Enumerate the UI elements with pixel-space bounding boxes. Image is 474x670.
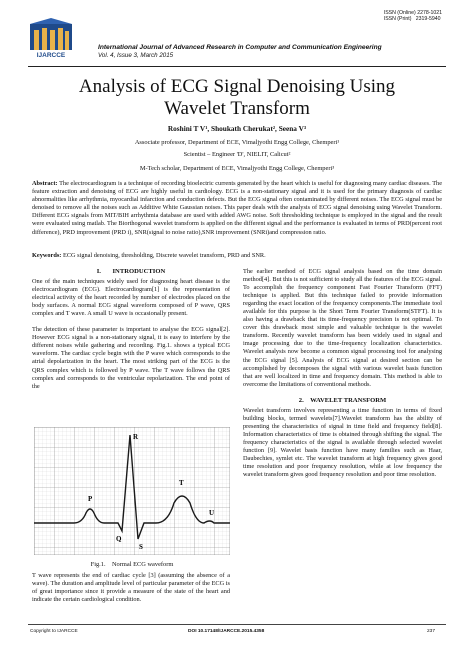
header-divider — [28, 66, 446, 67]
journal-volume: Vol. 4, Issue 3, March 2015 — [98, 52, 174, 59]
footer-doi: DOI 10.17148/IJARCCE.2015.4358 — [188, 629, 265, 634]
issn-block — [384, 10, 442, 23]
title-line-1: Analysis of ECG Signal Denoising Using — [78, 76, 396, 97]
intro-paragraph-2: The detection of these parameter is important to analyse the ECG signal[2]. However ECG signal is a non-stationary signal, it is easy to interfere by the different noises while gathering and recording. Fig.1. shows a typical ECG waveform. The cardiac cycle begin with the P wave which corresponds to the atrial depolarization in the heart. The most striking part of the ECG is the QRS complex which is followed by P wave. The T wave follows the QRS complex and corresponds to the ventricular repolarization. The end point of the — [32, 326, 230, 390]
paper-title — [40, 76, 434, 120]
keywords-label: Keywords: — [32, 252, 62, 259]
issn-print: ISSN (Print) 2319-5940 — [383, 16, 441, 23]
page-number: 237 — [427, 629, 436, 634]
abstract-text: The electrocardiogram is a technique of recording bioelectric currents generated by the heart which is useful for diagnosing many cardiac diseases. The feature extraction and denoising of ECG are highly useful in cardiology. ECG is a non-stationary signal and it is used for the primary diagnosis of cardiac abnormalities like arrhythmia, myocardial infarction and conduction defects. But the ECG signal often contaminated by different noises. The ECG signal must be denoised to remove all the noises such as Additive White Gaussian noises. This paper deals with the analysis of ECG signal denoising using Wavelet Transform. Different ECG signals from MIT/BIH arrhythmia database are used with added AWG noise. Soft thresholding technique is employed in the signal and the result were evaluated using matlab. The Biorthogonal wavelet transform is applied on the different signal and the performance is evaluated in terms of PRD(percent root difference), PRD improvement (PRD i), SNR(signal to noise ratio),SNR improvement (SNRi)and compression ratio. — [32, 180, 442, 236]
label-q: Q — [116, 535, 122, 543]
label-t: T — [179, 479, 184, 487]
logo-text: IJARCCE — [36, 52, 66, 59]
section-2-heading: 2. WAVELET TRANSFORM — [298, 396, 387, 404]
left-column-continued — [32, 572, 230, 604]
title-line-2: Wavelet Transform — [164, 98, 310, 119]
issn-online: ISSN (Online) 2278-1021 — [383, 10, 442, 16]
affiliation-1: Associate professor, Department of ECE, Vimaljyothi Engg College, Chemperi¹ — [134, 139, 340, 146]
ecg-figure — [34, 427, 230, 555]
label-s: S — [139, 543, 143, 551]
intro-paragraph-1: One of the main techniques widely used for diagnosing heart disease is the electrocardiogram (ECG). Electrocardiogram[1] is the representation of electrical activity of the heart recorded by number of electrodes placed on the body surfaces. A normal ECG signal waveform composed of P wave, QRS complex and T wave. A small U wave is occasionally present. — [32, 278, 230, 318]
authors: Roshini T V¹, Shoukath Cherukat², Seena V³ — [167, 124, 307, 133]
section-1-heading: I. INTRODUCTION — [96, 268, 166, 275]
label-p: P — [88, 495, 93, 503]
right-column — [243, 268, 442, 479]
label-u: U — [209, 509, 215, 517]
affiliation-3: M-Tech scholar, Department of ECE, Vimaljyothi Engg College, Chemperi³ — [139, 165, 335, 172]
right-paragraph-1: The earlier method of ECG signal analysis based on the time domain method[4]. But this is not sufficient to study all the features of the ECG signal. To accomplish the frequency component Fast Fourier Transform (FFT) technique is applied. But this technique failed to provide information regarding the exact location of the frequency components.The immediate tool available for this purpose is the Short Term Fourier Transform(STFT). It is also having a drawback that its time-frequency precision is not optimal. To cover this drawback most simple and valuable technique is the wavelet transform. Recently wavelet transform has been widely used in signal and image processing due to the time-frequency localization characteristics. Wavelet analysis now become a common signal processing tool for analysing the ECG signal [5]. Analysis of ECG signal at desired section can be accomplished by decomposes the signal with various wavelet basis function that are well localized in time and frequency domain. This method is able to overcome the limitations of conventional methods. — [243, 268, 442, 388]
keywords-text: ECG signal denoising, thresholding, Discrete wavelet transform, PRD and SNR. — [62, 252, 266, 259]
wavelet-paragraph: Wavelet transform involves representing a time function in terms of fixed building blocks, termed wavelets[7].Wavelet transform has the ability of presenting the characteristics of signal in time field and frequency field[8]. Information characteristics of time is obtained through shifting the signal. The frequency characteristics of the signal is available through selected wavelet function [9]. Wavelet basis function have many families such as Haar, Daubechies, symlet etc. The wavelet transform at high frequency gives good time resolution and poor frequency resolution, while at low frequency the wavelet transform gives good frequency resolution and poor time resolution. — [243, 406, 442, 479]
affiliation-2: Scientist – Engineer 'D', NIELIT, Calicut² — [183, 151, 291, 158]
left-column — [32, 268, 230, 391]
intro-paragraph-3: T wave represents the end of cardiac cycle [3] (assuming the absence of a wave). The duration and amplitude level of particular parameter of the ECG is of great importance since it provide a measure of the state of the heart and indicate the certain cardiological condition. — [32, 572, 230, 604]
abstract-label: Abstract: — [32, 180, 58, 187]
abstract — [32, 180, 442, 237]
label-r: R — [133, 433, 139, 441]
footer-divider — [28, 624, 446, 625]
keywords — [32, 252, 442, 260]
journal-logo — [28, 18, 74, 64]
figure-caption: Fig.1. Normal ECG waveform — [90, 561, 174, 568]
footer-copyright: Copyright to IJARCCE — [30, 629, 78, 634]
journal-title: International Journal of Advanced Research in Computer and Communication Engineering — [98, 44, 382, 51]
